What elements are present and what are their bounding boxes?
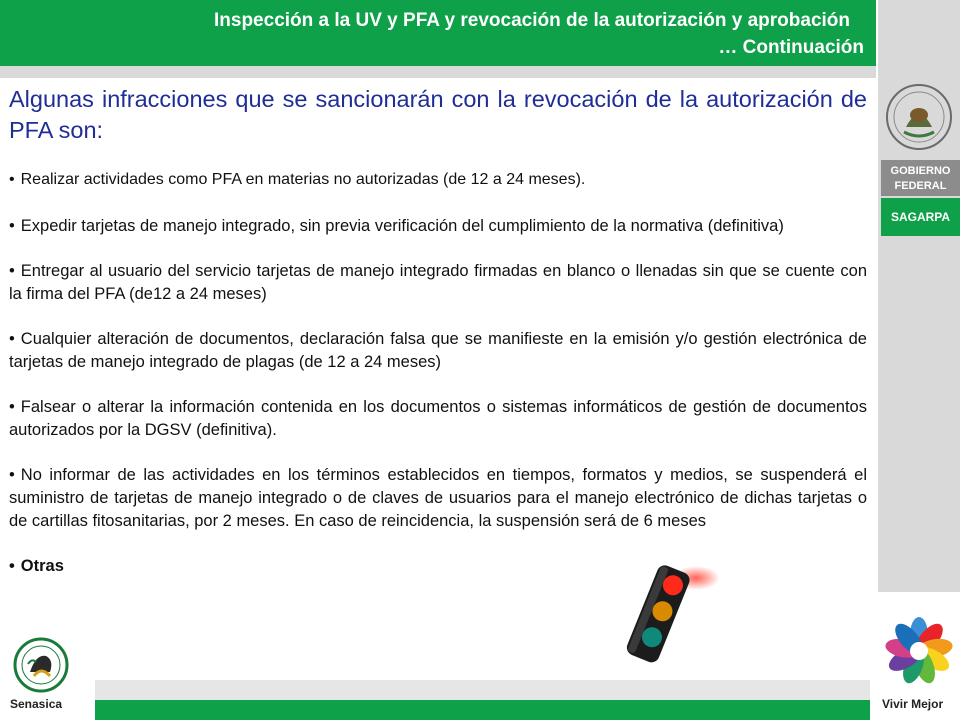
senasica-label: Senasica bbox=[10, 697, 63, 711]
traffic-light-icon bbox=[608, 562, 718, 672]
vivir-mejor-logo-icon bbox=[884, 616, 954, 686]
list-item-text: Realizar actividades como PFA en materias no autorizadas (de 12 a 24 meses). bbox=[20, 171, 586, 188]
list-item: • Falsear o alterar la información contenida en los documentos o sistemas informáticos de gestión de documentos autorizados por la DGSV (definitiva). bbox=[9, 398, 867, 439]
gobierno-label: GOBIERNO bbox=[890, 165, 951, 177]
list-item: • No informar de las actividades en los términos establecidos en tiempos, formatos y medios, se suspenderá el suministro de tarjetas de manejo integrado o de claves de usuarios para el manejo electrónico de dichas tarjetas o de cartillas fitosanitarias, por 2 meses. En caso de reincidencia, la suspensión será de 6 meses bbox=[9, 466, 867, 530]
list-item: • Otras bbox=[9, 557, 64, 575]
mexico-seal-icon bbox=[884, 82, 954, 152]
list-item-text: No informar de las actividades en los términos establecidos en tiempos, formatos y medios, se suspenderá el suministro de tarjetas de manejo integrado o de claves de usuarios para el manejo electrónico de dichas tarjetas o de cartillas fitosanitarias, por 2 meses. En caso de reincidencia, la suspensión será de 6 meses bbox=[9, 466, 867, 530]
federal-label: FEDERAL bbox=[894, 180, 947, 192]
gobierno-federal-badge bbox=[881, 160, 960, 196]
list-item: • Entregar al usuario del servicio tarjetas de manejo integrado firmadas en blanco o llenadas sin que se cuente con la firma del PFA (de12 a 24 meses) bbox=[9, 262, 867, 303]
list-item-text: Falsear o alterar la información contenida en los documentos o sistemas informáticos de gestión de documentos autorizados por la DGSV (definitiva). bbox=[9, 398, 867, 439]
vivir-mejor-label: Vivir Mejor bbox=[882, 697, 944, 711]
list-item-text: Cualquier alteración de documentos, declaración falsa que se manifieste en la emisión y/o gestión electrónica de tarjetas de manejo integrado de plagas (de 12 a 24 meses) bbox=[9, 330, 867, 371]
senasica-logo-icon bbox=[6, 636, 76, 694]
intro-text: Algunas infracciones que se sancionarán con la revocación de la autorización de PFA son: bbox=[9, 86, 867, 143]
infractions-list bbox=[9, 168, 867, 600]
list-item-text: Expedir tarjetas de manejo integrado, sin previa verificación del cumplimiento de la normativa (definitiva) bbox=[20, 217, 784, 235]
page-title: Inspección a la UV y PFA y revocación de la autorización y aprobación bbox=[214, 10, 850, 31]
list-item-text: Otras bbox=[20, 557, 64, 575]
list-item-text: Entregar al usuario del servicio tarjetas de manejo integrado firmadas en blanco o llenadas sin que se cuente con la firma del PFA (de12 a 24 meses) bbox=[9, 262, 867, 303]
header-underline bbox=[0, 66, 878, 78]
footer-bar-grey bbox=[95, 680, 870, 700]
list-item: • Cualquier alteración de documentos, declaración falsa que se manifieste en la emisión y/o gestión electrónica de tarjetas de manejo integrado de plagas (de 12 a 24 meses) bbox=[9, 330, 867, 371]
header-bar bbox=[0, 0, 878, 66]
footer-bar-green bbox=[95, 700, 870, 720]
sidebar-divider bbox=[876, 0, 878, 592]
page-subtitle: … Continuación bbox=[718, 37, 864, 58]
sagarpa-badge: SAGARPA bbox=[881, 198, 960, 236]
list-item: • Expedir tarjetas de manejo integrado, sin previa verificación del cumplimiento de la normativa (definitiva) bbox=[9, 217, 784, 235]
list-item: • Realizar actividades como PFA en materias no autorizadas (de 12 a 24 meses). bbox=[9, 171, 586, 188]
